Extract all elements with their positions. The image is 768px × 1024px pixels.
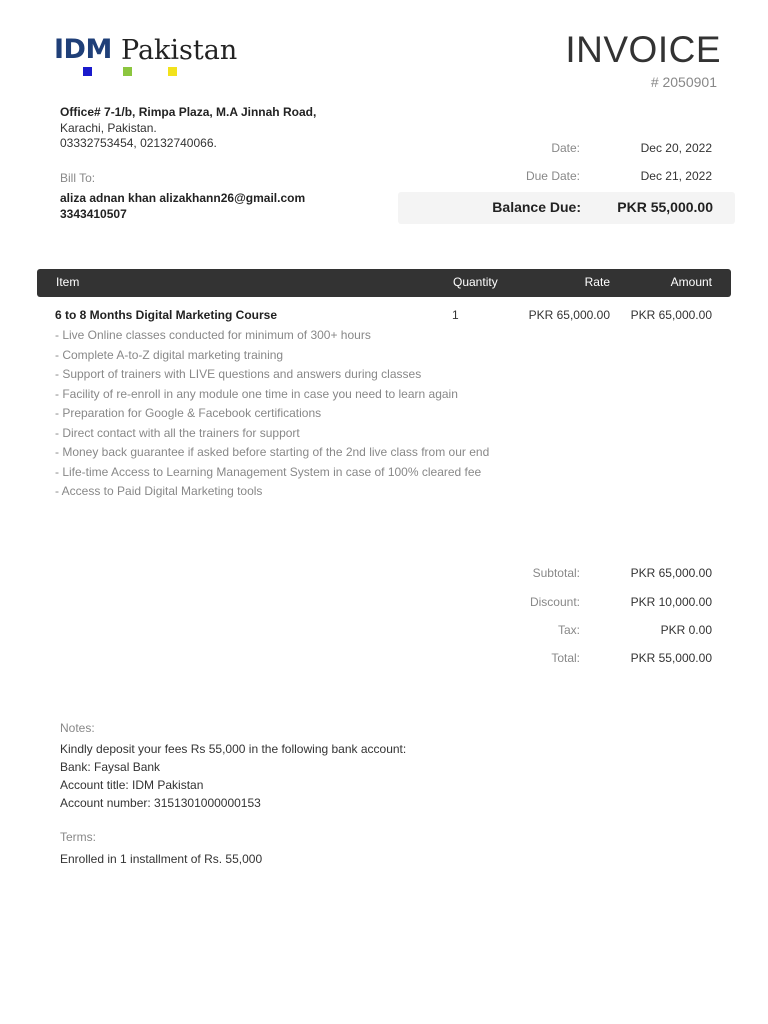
terms-label: Terms: xyxy=(60,830,96,844)
description-line: - Complete A-to-Z digital marketing training xyxy=(55,347,284,362)
bill-to-label: Bill To: xyxy=(60,171,96,185)
column-header-amount: Amount xyxy=(670,275,712,289)
company-address: Office# 7-1/b, Rimpa Plaza, M.A Jinnah Road, xyxy=(60,105,317,119)
notes-line: Account number: 3151301000000153 xyxy=(60,796,261,810)
tax-value: PKR 0.00 xyxy=(660,623,712,637)
line-item-rate: PKR 65,000.00 xyxy=(528,308,610,322)
logo-square-blue xyxy=(83,67,92,76)
logo-text-pakistan: Pakistan xyxy=(121,35,238,66)
notes-line: Kindly deposit your fees Rs 55,000 in the following bank account: xyxy=(60,742,407,756)
bill-to-name-email: aliza adnan khan alizakhann26@gmail.com xyxy=(60,191,306,205)
company-logo xyxy=(54,33,254,81)
logo-text-idm: IDM xyxy=(54,34,112,65)
total-value: PKR 55,000.00 xyxy=(630,651,712,665)
column-header-rate: Rate xyxy=(584,275,610,289)
column-header-item: Item xyxy=(56,275,80,289)
description-line: - Preparation for Google & Facebook certifications xyxy=(55,406,322,420)
line-item-name: 6 to 8 Months Digital Marketing Course xyxy=(55,308,278,322)
description-line: - Support of trainers with LIVE questions and answers during classes xyxy=(55,367,422,381)
company-phones: 03332753454, 02132740066. xyxy=(60,136,217,150)
subtotal-value: PKR 65,000.00 xyxy=(630,566,712,580)
date-label: Date: xyxy=(551,141,580,155)
description-line: - Life-time Access to Learning Management System in case of 100% cleared fee xyxy=(55,464,482,479)
table-header xyxy=(37,269,731,297)
discount-value: PKR 10,000.00 xyxy=(630,595,712,609)
bill-to-phone: 3343410507 xyxy=(60,207,127,221)
description-line: - Access to Paid Digital Marketing tools xyxy=(55,484,263,498)
balance-due-value: PKR 55,000.00 xyxy=(617,199,713,215)
line-item-quantity: 1 xyxy=(452,308,459,322)
tax-label: Tax: xyxy=(557,623,580,637)
logo-square-yellow xyxy=(168,67,177,76)
line-item-amount: PKR 65,000.00 xyxy=(630,308,712,322)
date-value: Dec 20, 2022 xyxy=(640,141,712,155)
notes-line: Account title: IDM Pakistan xyxy=(60,778,204,792)
notes-label: Notes: xyxy=(60,721,95,735)
column-header-quantity: Quantity xyxy=(453,275,498,289)
description-line: - Money back guarantee if asked before starting of the 2nd live class from our end xyxy=(55,445,490,459)
invoice-title: INVOICE xyxy=(565,29,721,70)
description-line: - Live Online classes conducted for minimum of 300+ hours xyxy=(55,328,371,342)
discount-label: Discount: xyxy=(529,595,580,609)
terms-text: Enrolled in 1 installment of Rs. 55,000 xyxy=(60,852,263,866)
line-item-description xyxy=(55,328,525,504)
due-date-label: Due Date: xyxy=(525,169,580,183)
notes-text xyxy=(60,742,406,814)
description-line: - Facility of re-enroll in any module one time in case you need to learn again xyxy=(55,386,458,401)
logo-square-green xyxy=(123,67,132,76)
due-date-value: Dec 21, 2022 xyxy=(640,169,712,183)
description-line: - Direct contact with all the trainers for support xyxy=(55,425,300,440)
invoice-number: # 2050901 xyxy=(650,74,717,90)
subtotal-label: Subtotal: xyxy=(532,566,580,580)
company-city: Karachi, Pakistan. xyxy=(60,121,157,135)
balance-due-label: Balance Due: xyxy=(492,199,581,215)
total-label: Total: xyxy=(551,651,580,665)
notes-line: Bank: Faysal Bank xyxy=(60,760,161,774)
